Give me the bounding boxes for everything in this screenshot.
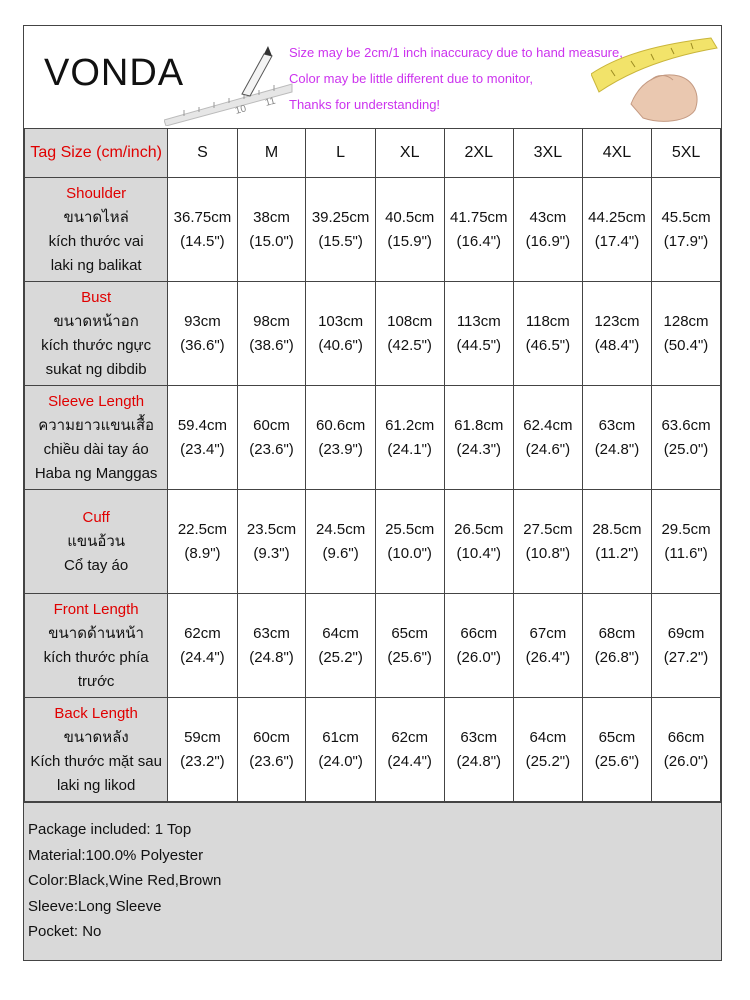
measurement-cell: [375, 282, 444, 386]
size-table: [24, 128, 721, 802]
cm-value: 40.5cm: [385, 208, 435, 226]
cm-value: 27.5cm: [523, 520, 573, 538]
inch-value: (24.4"): [180, 648, 225, 666]
measurement-cell: [237, 282, 306, 386]
cm-value: 36.75cm: [173, 208, 232, 226]
cm-value: 38cm: [253, 208, 290, 226]
measurement-title: Shoulder: [66, 184, 127, 202]
measurement-row: [25, 490, 721, 594]
cm-value: 67cm: [529, 624, 567, 642]
measurement-row: [25, 594, 721, 698]
cm-value: 65cm: [598, 728, 636, 746]
inch-value: (24.8"): [249, 648, 294, 666]
measurement-cell: [513, 386, 582, 490]
size-col-header: 3XL: [513, 129, 582, 178]
inch-value: (26.0"): [663, 752, 709, 770]
measurement-cell: [168, 178, 237, 282]
measurement-cell: [444, 282, 513, 386]
measurement-cell: [513, 698, 582, 802]
inch-value: (9.3"): [253, 544, 290, 562]
measurement-cell: [582, 594, 651, 698]
size-col-header: M: [237, 129, 306, 178]
measurement-cell: [513, 594, 582, 698]
measurement-cell: [306, 490, 375, 594]
note-line: Size may be 2cm/1 inch inaccuracy due to hand measure,: [289, 45, 623, 60]
inch-value: (16.9"): [525, 232, 571, 250]
measurement-label: [25, 178, 168, 282]
size-col-header: XL: [375, 129, 444, 178]
cm-value: 44.25cm: [588, 208, 646, 226]
cm-value: 22.5cm: [177, 520, 228, 538]
measurement-cell: [652, 178, 721, 282]
cm-value: 65cm: [391, 624, 429, 642]
cm-value: 45.5cm: [661, 208, 711, 226]
measurement-cell: [168, 386, 237, 490]
inch-value: (10.4"): [456, 544, 502, 562]
size-col-header: 5XL: [652, 129, 721, 178]
inch-value: (24.3"): [456, 440, 502, 458]
cm-value: 61.8cm: [454, 416, 504, 434]
inch-value: (23.6"): [249, 440, 294, 458]
size-col-header: 2XL: [444, 129, 513, 178]
inch-value: (25.0"): [663, 440, 709, 458]
measurement-cell: [237, 594, 306, 698]
measurement-cell: [582, 282, 651, 386]
cm-value: 39.25cm: [311, 208, 370, 226]
pencil-ruler-icon: [164, 46, 294, 126]
measurement-cell: [652, 386, 721, 490]
inch-value: (15.0"): [249, 232, 294, 250]
cm-value: 41.75cm: [450, 208, 508, 226]
cm-value: 60.6cm: [316, 416, 366, 434]
measurement-cell: [375, 386, 444, 490]
inch-value: (24.8"): [456, 752, 502, 770]
measurement-title: Back Length: [54, 704, 138, 722]
inch-value: (23.2"): [180, 752, 225, 770]
inch-value: (11.2"): [595, 544, 639, 562]
cm-value: 29.5cm: [661, 520, 711, 538]
size-col-header: 4XL: [582, 129, 651, 178]
cm-value: 62cm: [184, 624, 221, 642]
measurement-cell: [513, 178, 582, 282]
inch-value: (26.4"): [525, 648, 571, 666]
measurement-cell: [375, 594, 444, 698]
inch-value: (25.6"): [594, 752, 640, 770]
cm-value: 63cm: [460, 728, 498, 746]
measurement-label: [25, 490, 168, 594]
measurement-notes: [289, 40, 623, 118]
measurement-cell: [237, 698, 306, 802]
cm-value: 64cm: [529, 728, 567, 746]
measurement-cell: [237, 178, 306, 282]
inch-value: (42.5"): [387, 336, 432, 354]
measurement-label: [25, 698, 168, 802]
measurement-cell: [168, 594, 237, 698]
inch-value: (26.8"): [594, 648, 640, 666]
info-package: Package included: 1 Top: [28, 821, 192, 838]
inch-value: (11.6"): [664, 544, 708, 562]
inch-value: (17.4"): [594, 232, 640, 250]
inch-value: (16.4"): [456, 232, 502, 250]
inch-value: (38.6"): [249, 336, 294, 354]
cm-value: 62.4cm: [523, 416, 573, 434]
measurement-cell: [306, 282, 375, 386]
measurement-cell: [444, 178, 513, 282]
measurement-translation: kích thước phía: [43, 648, 149, 666]
inch-value: (23.6"): [249, 752, 294, 770]
measurement-cell: [306, 698, 375, 802]
brand-logo: VONDA: [44, 52, 185, 94]
inch-value: (46.5"): [525, 336, 571, 354]
cm-value: 113cm: [456, 312, 501, 330]
measurement-cell: [306, 386, 375, 490]
measurement-cell: [582, 386, 651, 490]
cm-value: 63cm: [253, 624, 290, 642]
hand-measuring-tape-icon: [591, 34, 719, 124]
size-col-header: L: [306, 129, 375, 178]
inch-value: (27.2"): [663, 648, 709, 666]
inch-value: (40.6"): [318, 336, 363, 354]
ruler-tick-label: 10: [233, 103, 248, 117]
measurement-cell: [652, 282, 721, 386]
inch-value: (9.6"): [322, 544, 359, 562]
measurement-title: Bust: [81, 288, 112, 306]
cm-value: 63.6cm: [661, 416, 711, 434]
cm-value: 63cm: [598, 416, 636, 434]
measurement-cell: [168, 282, 237, 386]
measurement-cell: [652, 490, 721, 594]
measurement-cell: [306, 594, 375, 698]
size-header-row: [25, 129, 721, 178]
measurement-cell: [375, 698, 444, 802]
info-color: Color:Black,Wine Red,Brown: [28, 872, 222, 889]
cm-value: 123cm: [594, 312, 640, 330]
inch-value: (14.5"): [180, 232, 225, 250]
inch-value: (23.9"): [318, 440, 363, 458]
measurement-cell: [582, 698, 651, 802]
measurement-translation: kích thước ngực: [41, 336, 152, 354]
cm-value: 64cm: [322, 624, 359, 642]
cm-value: 28.5cm: [592, 520, 642, 538]
inch-value: (8.9"): [184, 544, 221, 562]
cm-value: 60cm: [253, 728, 290, 746]
cm-value: 98cm: [253, 312, 290, 330]
measurement-cell: [582, 490, 651, 594]
inch-value: (24.6"): [525, 440, 571, 458]
inch-value: (24.8"): [594, 440, 640, 458]
measurement-cell: [513, 490, 582, 594]
cm-value: 66cm: [667, 728, 705, 746]
cm-value: 93cm: [184, 312, 221, 330]
cm-value: 128cm: [663, 312, 709, 330]
cm-value: 26.5cm: [454, 520, 504, 538]
measurement-cell: [375, 490, 444, 594]
measurement-title: Sleeve Length: [48, 392, 145, 410]
info-sleeve: Sleeve:Long Sleeve: [28, 897, 162, 915]
cm-value: 61.2cm: [385, 416, 435, 434]
cm-value: 61cm: [322, 728, 359, 746]
cm-value: 118cm: [525, 312, 570, 330]
cm-value: 24.5cm: [316, 520, 366, 538]
inch-value: (48.4"): [594, 336, 640, 354]
note-line: Color may be little different due to monitor,: [289, 71, 533, 86]
ruler-tick-label: 11: [263, 95, 277, 109]
measurement-translation: kích thước vai: [48, 232, 144, 250]
inch-value: (50.4"): [663, 336, 709, 354]
measurement-cell: [168, 698, 237, 802]
measurement-translation: แขนอ้วน: [67, 532, 126, 550]
info-material: Material:100.0% Polyester: [28, 846, 204, 864]
cm-value: 68cm: [598, 624, 636, 642]
cm-value: 66cm: [460, 624, 498, 642]
measurement-translation: Cổ tay áo: [64, 556, 129, 574]
product-info: [24, 802, 721, 960]
measurement-cell: [652, 594, 721, 698]
measurement-title: Front Length: [53, 600, 139, 618]
inch-value: (25.6"): [387, 648, 432, 666]
cm-value: 108cm: [387, 312, 433, 330]
measurement-cell: [444, 386, 513, 490]
inch-value: (24.4"): [387, 752, 432, 770]
measurement-translation: ขนาดไหล่: [63, 208, 129, 226]
cm-value: 25.5cm: [385, 520, 435, 538]
inch-value: (26.0"): [456, 648, 502, 666]
cm-value: 62cm: [391, 728, 429, 746]
cm-value: 59.4cm: [177, 416, 228, 434]
cm-value: 43cm: [529, 208, 567, 226]
measurement-translation: ความยาวแขนเสื้อ: [38, 416, 155, 434]
cm-value: 59cm: [184, 728, 221, 746]
measurement-label: [25, 594, 168, 698]
size-col-header: S: [168, 129, 237, 178]
inch-value: (25.2"): [525, 752, 571, 770]
measurement-translation: chiều dài tay áo: [43, 440, 149, 458]
measurement-row: [25, 282, 721, 386]
measurement-translation: trước: [77, 672, 115, 690]
inch-value: (24.0"): [318, 752, 363, 770]
measurement-cell: [306, 178, 375, 282]
inch-value: (36.6"): [180, 336, 225, 354]
measurement-cell: [652, 698, 721, 802]
cm-value: 103cm: [318, 312, 364, 330]
inch-value: (23.4"): [180, 440, 225, 458]
measurement-translation: sukat ng dibdib: [45, 360, 147, 378]
measurement-translation: ขนาดหน้าอก: [53, 312, 139, 330]
measurement-title: Cuff: [82, 508, 110, 526]
measurement-label: [25, 282, 168, 386]
size-chart-frame: [23, 25, 722, 961]
chart-header: [24, 26, 721, 129]
measurement-translation: Kích thước mặt sau: [30, 752, 162, 770]
inch-value: (24.1"): [387, 440, 432, 458]
measurement-translation: laki ng balikat: [50, 256, 142, 274]
inch-value: (17.9"): [663, 232, 709, 250]
inch-value: (10.8"): [525, 544, 571, 562]
measurement-cell: [444, 490, 513, 594]
measurement-translation: laki ng likod: [56, 776, 136, 794]
note-line: Thanks for understanding!: [289, 97, 441, 112]
measurement-row: [25, 698, 721, 802]
measurement-cell: [444, 698, 513, 802]
measurement-cell: [237, 490, 306, 594]
measurement-cell: [582, 178, 651, 282]
cm-value: 69cm: [667, 624, 705, 642]
measurement-translation: Haba ng Manggas: [34, 464, 158, 482]
measurement-row: [25, 386, 721, 490]
cm-value: 60cm: [253, 416, 290, 434]
measurement-label: [25, 386, 168, 490]
inch-value: (10.0"): [387, 544, 432, 562]
measurement-cell: [237, 386, 306, 490]
measurement-cell: [375, 178, 444, 282]
inch-value: (44.5"): [456, 336, 502, 354]
inch-value: (15.9"): [387, 232, 432, 250]
info-pocket: Pocket: No: [28, 923, 102, 940]
inch-value: (15.5"): [318, 232, 363, 250]
measurement-cell: [168, 490, 237, 594]
cm-value: 23.5cm: [246, 520, 297, 538]
measurement-translation: ขนาดด้านหน้า: [48, 624, 144, 642]
measurement-row: [25, 178, 721, 282]
measurement-translation: ขนาดหลัง: [63, 728, 129, 746]
tag-size-header: Tag Size (cm/inch): [25, 129, 168, 178]
measurement-cell: [444, 594, 513, 698]
measurement-cell: [513, 282, 582, 386]
inch-value: (25.2"): [318, 648, 363, 666]
